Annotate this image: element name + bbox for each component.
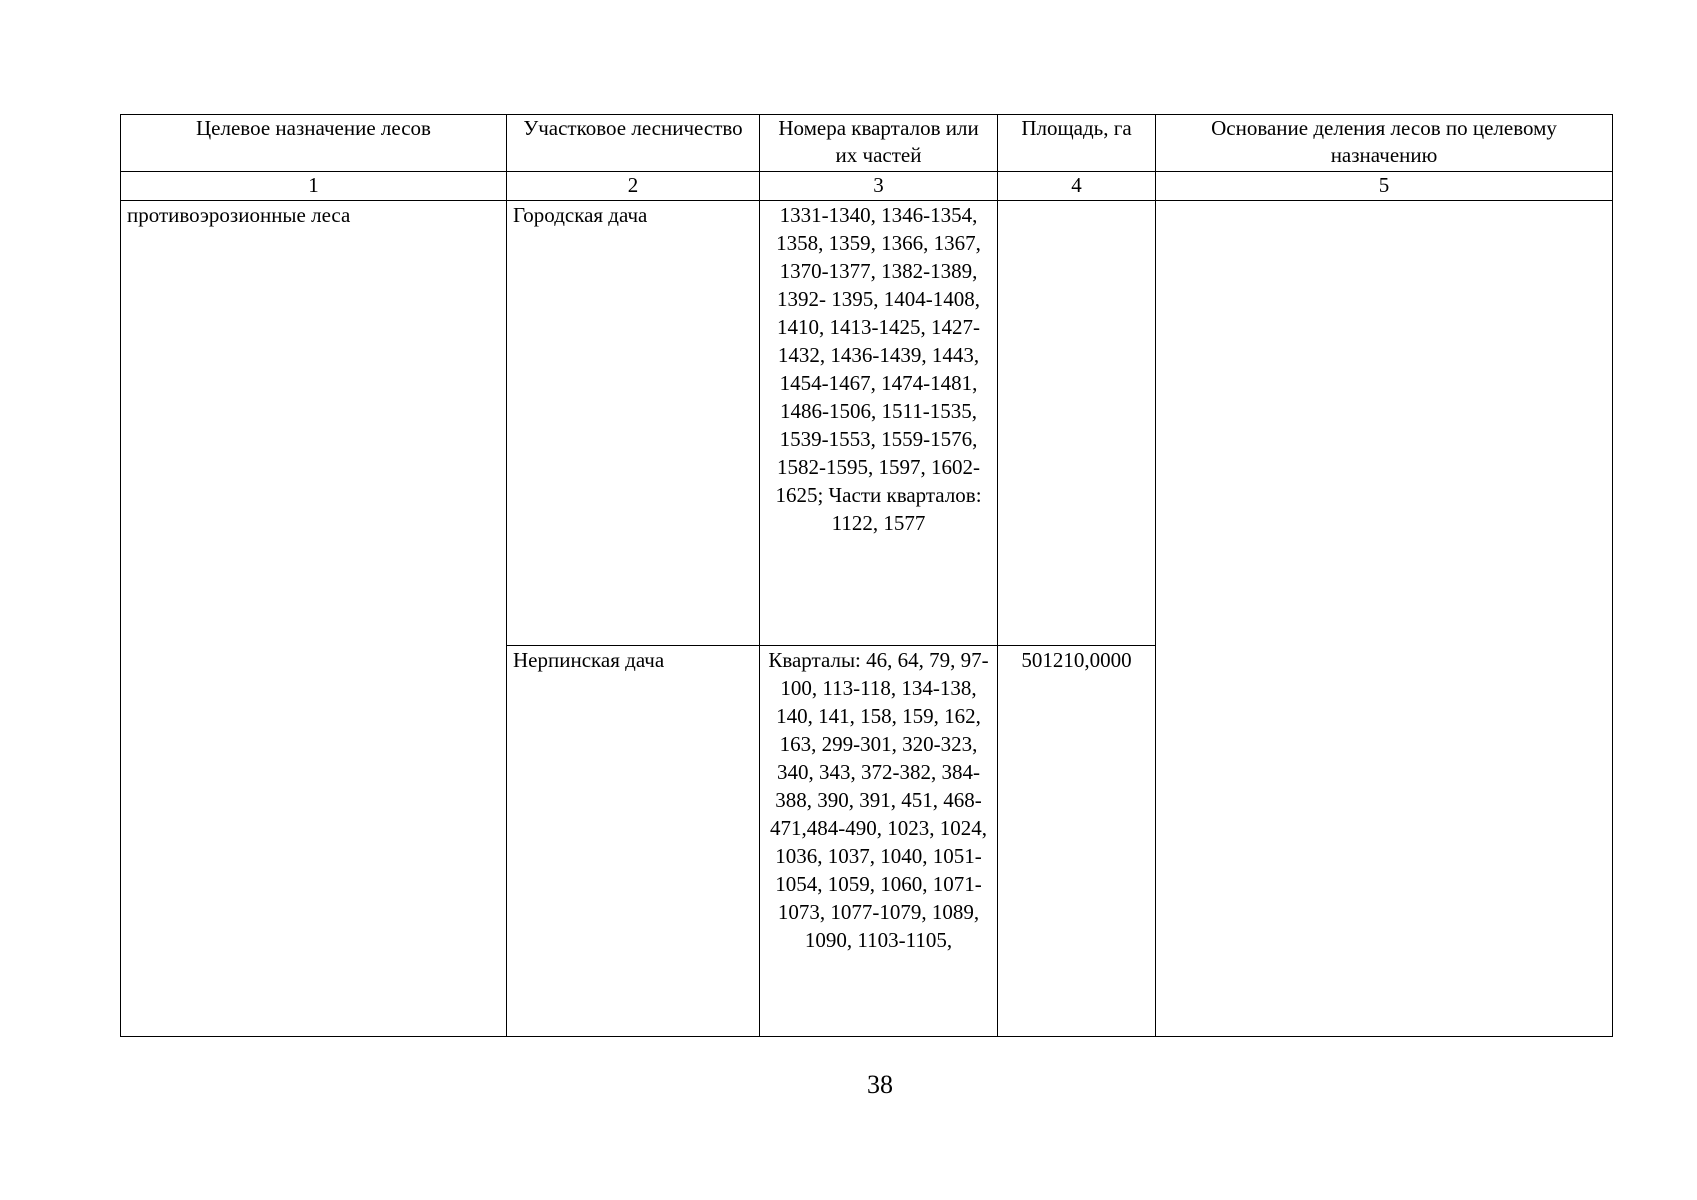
- column-number: 3: [760, 172, 998, 201]
- forest-purpose-table: [120, 114, 1613, 1037]
- column-number-row: [121, 172, 1613, 201]
- quarters-cell: Кварталы: 46, 64, 79, 97-100, 113-118, 134-138, 140, 141, 158, 159, 162, 163, 299-301, 320-323, 340, 343, 372-382, 384-388, 390, 391, 451, 468-471,484-490, 1023, 1024, 1036, 1037, 1040, 1051-1054, 1059, 1060, 1071-1073, 1077-1079, 1089, 1090, 1103-1105,: [760, 646, 998, 1037]
- header-area: Площадь, га: [998, 115, 1156, 172]
- header-district: Участковое лесничество: [507, 115, 760, 172]
- district-cell: Городская дача: [507, 201, 760, 646]
- column-number: 4: [998, 172, 1156, 201]
- purpose-cell: противоэрозионные леса: [121, 201, 507, 1037]
- table-row: [121, 201, 1613, 646]
- page-number: 38: [867, 1070, 893, 1099]
- area-cell: 501210,0000: [998, 646, 1156, 1037]
- header-quarters: Номера кварталов или их частей: [760, 115, 998, 172]
- column-number: 5: [1156, 172, 1613, 201]
- header-basis: Основание деления лесов по целевому назначению: [1156, 115, 1613, 172]
- column-number: 2: [507, 172, 760, 201]
- header-purpose: Целевое назначение лесов: [121, 115, 507, 172]
- table-header-row: [121, 115, 1613, 172]
- column-number: 1: [121, 172, 507, 201]
- area-cell: [998, 201, 1156, 646]
- basis-cell: [1156, 201, 1613, 1037]
- district-cell: Нерпинская дача: [507, 646, 760, 1037]
- quarters-cell: 1331-1340, 1346-1354, 1358, 1359, 1366, 1367, 1370-1377, 1382-1389, 1392- 1395, 1404-1408, 1410, 1413-1425, 1427-1432, 1436-1439, 1443, 1454-1467, 1474-1481, 1486-1506, 1511-1535, 1539-1553, 1559-1576, 1582-1595, 1597, 1602-1625; Части кварталов: 1122, 1577: [760, 201, 998, 646]
